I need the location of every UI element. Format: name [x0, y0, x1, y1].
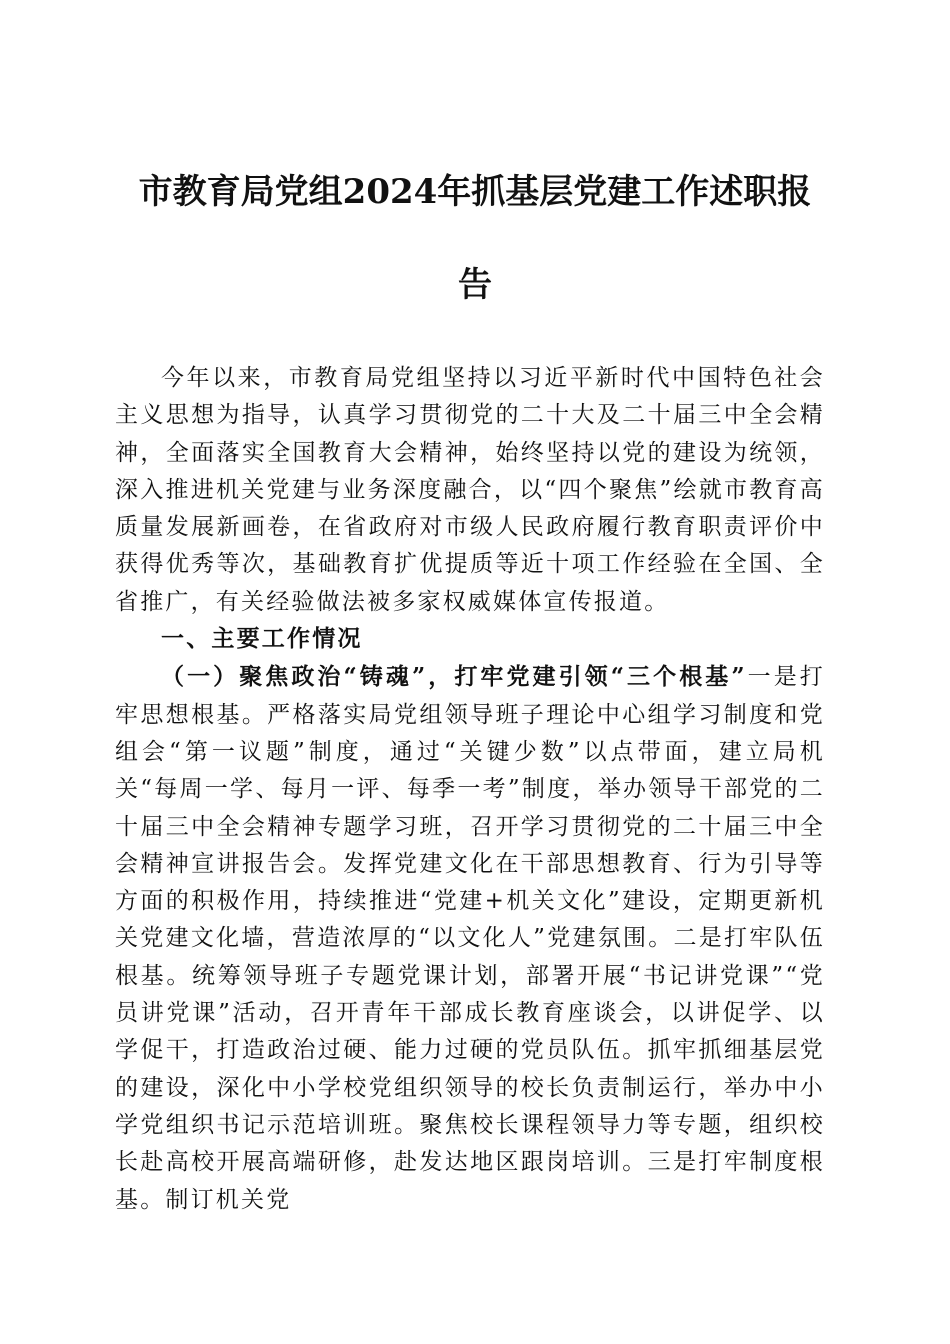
- section-paragraph: [115, 658, 825, 1218]
- document-body: [115, 360, 825, 1219]
- document-title: [110, 168, 840, 309]
- intro-paragraph: 今年以来，市教育局党组坚持以习近平新时代中国特色社会主义思想为指导，认真学习贯彻党的二十大及二十届三中全会精神，全面落实全国教育大会精神，始终坚持以党的建设为统领，深入推进机关党建与业务深度融合，以“四个聚焦”绘就市教育高质量发展新画卷，在省政府对市级人民政府履行教育职责评价中获得优秀等次，基础教育扩优提质等近十项工作经验在全国、全省推广，有关经验做法被多家权威媒体宣传报道。: [115, 365, 825, 615]
- document-title-line-2: 告: [458, 265, 492, 305]
- document-title-line-1: 市教育局党组2024年抓基层党建工作述职报: [138, 172, 812, 212]
- section-heading: 一、主要工作情况: [161, 626, 363, 653]
- subsection-heading: （一）聚焦政治“铸魂”，打牢党建引领“三个根基”: [161, 663, 747, 691]
- subsection-body-text: 一是打牢思想根基。严格落实局党组领导班子理论中心组学习制度和党组会“第一议题”制度，通过“关键少数”以点带面，建立局机关“每周一学、每月一评、每季一考”制度，举办领导干部党的二十届三中全会精神专题学习班，召开学习贯彻党的二十届三中全会精神宣讲报告会。发挥党建文化在干部思想教育、行为引导等方面的积极作用，持续推进“党建+机关文化”建设，定期更新机关党建文化墙，营造浓厚的“以文化人”党建氛围。二是打牢队伍根基。统筹领导班子专题党课计划，部署开展“书记讲党课”“党员讲党课”活动，召开青年干部成长教育座谈会，以讲促学、以学促干，打造政治过硬、能力过硬的党员队伍。抓牢抓细基层党的建设，深化中小学校党组织领导的校长负责制运行，举办中小学党组织书记示范培训班。聚焦校长课程领导力等专题，组织校长赴高校开展高端研修，赴发达地区跟岗培训。三是打牢制度根基。制订机关党: [115, 664, 825, 1213]
